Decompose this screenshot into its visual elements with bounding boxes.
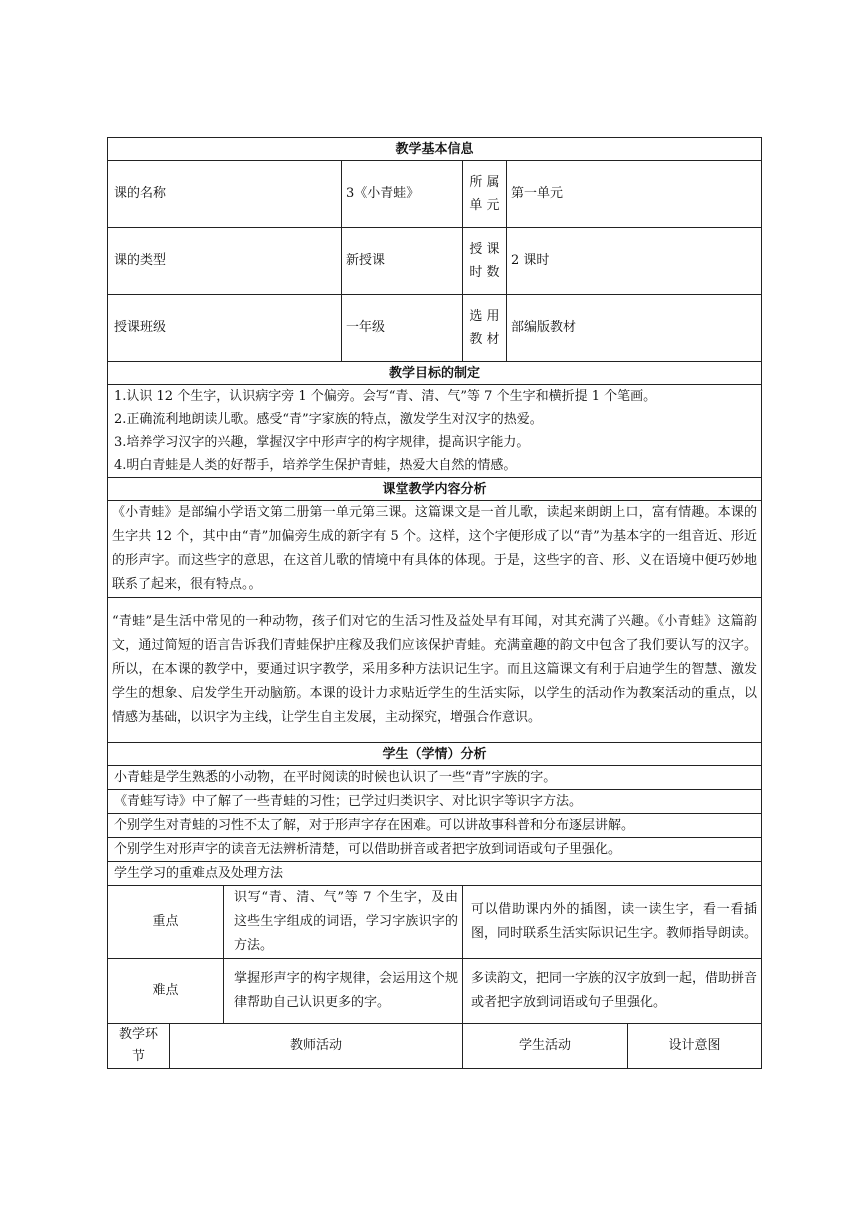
class-value: 一年级: [342, 295, 463, 362]
key-point-method: 可以借助课内外的插图，读一读生字，看一看插图，同时联系生活实际识记生字。教师指导朗读。: [463, 886, 762, 959]
goal-item: 4.明白青蛙是人类的好帮手，培养学生保护青蛙，热爱大自然的情感。: [108, 454, 762, 478]
hours-value: 2 课时: [507, 228, 762, 295]
lesson-plan-page: [107, 137, 761, 1069]
hours-label: 授 课 时 数: [463, 228, 507, 295]
process-col-student: 学生活动: [463, 1024, 628, 1069]
course-name-label: 课的名称: [108, 161, 342, 228]
goal-item: 2.正确流利地朗读儿歌。感受“青”字家族的特点，激发学生对汉字的热爱。: [108, 408, 762, 431]
student-analysis-item: 小青蛙是学生熟悉的小动物，在平时阅读的时候也认识了一些“青”字族的字。: [108, 766, 762, 790]
unit-label: 所 属 单 元: [463, 161, 507, 228]
difficulty-method: 多读韵文，把同一字族的汉字放到一起，借助拼音或者把字放到词语或句子里强化。: [463, 959, 762, 1024]
textbook-label: 选 用 教 材: [463, 295, 507, 362]
section-header-basic-info: 教学基本信息: [108, 138, 762, 161]
section-header-student-analysis: 学生（学情）分析: [108, 743, 762, 766]
process-col-teacher: 教师活动: [170, 1024, 463, 1069]
goal-item: 1.认识 12 个生字，认识病字旁 1 个偏旁。会写“青、清、气”等 7 个生字和横折提 1 个笔画。: [108, 385, 762, 409]
course-type-value: 新授课: [342, 228, 463, 295]
key-point-content: 识写“青、清、气”等 7 个生字，及由这些生字组成的词语，学习字族识字的方法。: [224, 886, 463, 959]
difficulty-content: 掌握形声字的构字规律，会运用这个规律帮助自己认识更多的字。: [224, 959, 463, 1024]
textbook-value: 部编版教材: [507, 295, 762, 362]
student-analysis-item: 个别学生对青蛙的习性不太了解，对于形声字存在困难。可以讲故事科普和分布逐层讲解。: [108, 814, 762, 838]
goal-item: 3.培养学习汉字的兴趣，掌握汉字中形声字的构字规律，提高识字能力。: [108, 431, 762, 454]
key-points-heading: 学生学习的重难点及处理方法: [108, 862, 762, 886]
lesson-plan-table: [107, 137, 762, 1069]
section-header-content-analysis: 课堂教学内容分析: [108, 478, 762, 501]
key-point-name: 重点: [108, 886, 224, 959]
content-paragraph: “青蛙”是生活中常见的一种动物，孩子们对它的生活习性及益处早有耳闻，对其充满了兴趣。《小青蛙》这篇韵文，通过简短的语言告诉我们青蛙保护庄稼及我们应该保护青蛙。充满童趣的韵文中包含了我们要认写的汉字。所以，在本课的教学中，要通过识字教学，采用多种方法识记生字。而且这篇课文有利于启迪学生的智慧、激发学生的想象、启发学生开动脑筋。本课的设计力求贴近学生的生活实际，以学生的活动作为教案活动的重点，以情感为基础，以识字为主线，让学生自主发展，主动探究，增强合作意识。: [108, 598, 762, 743]
course-type-label: 课的类型: [108, 228, 342, 295]
content-paragraph: 《小青蛙》是部编小学语文第二册第一单元第三课。这篇课文是一首儿歌，读起来朗朗上口，富有情趣。本课的生字共 12 个，其中由“青”加偏旁生成的新字有 5 个。这样，这个字便形成了以“青”为基本字的一组音近、形近的形声字。而这些字的意思，在这首儿歌的情境中有具体的体现。于是，这些字的音、形、义在语境中便巧妙地联系了起来，很有特点。。: [108, 501, 762, 598]
difficulty-name: 难点: [108, 959, 224, 1024]
unit-value: 第一单元: [507, 161, 762, 228]
course-name-value: 3《小青蛙》: [342, 161, 463, 228]
student-analysis-item: 《青蛙写诗》中了解了一些青蛙的习性；已学过归类识字、对比识字等识字方法。: [108, 790, 762, 814]
process-col-stage: 教学环节: [108, 1024, 170, 1069]
process-col-intent: 设计意图: [628, 1024, 762, 1069]
student-analysis-item: 个别学生对形声字的读音无法辨析清楚，可以借助拼音或者把字放到词语或句子里强化。: [108, 838, 762, 862]
class-label: 授课班级: [108, 295, 342, 362]
section-header-goals: 教学目标的制定: [108, 362, 762, 385]
